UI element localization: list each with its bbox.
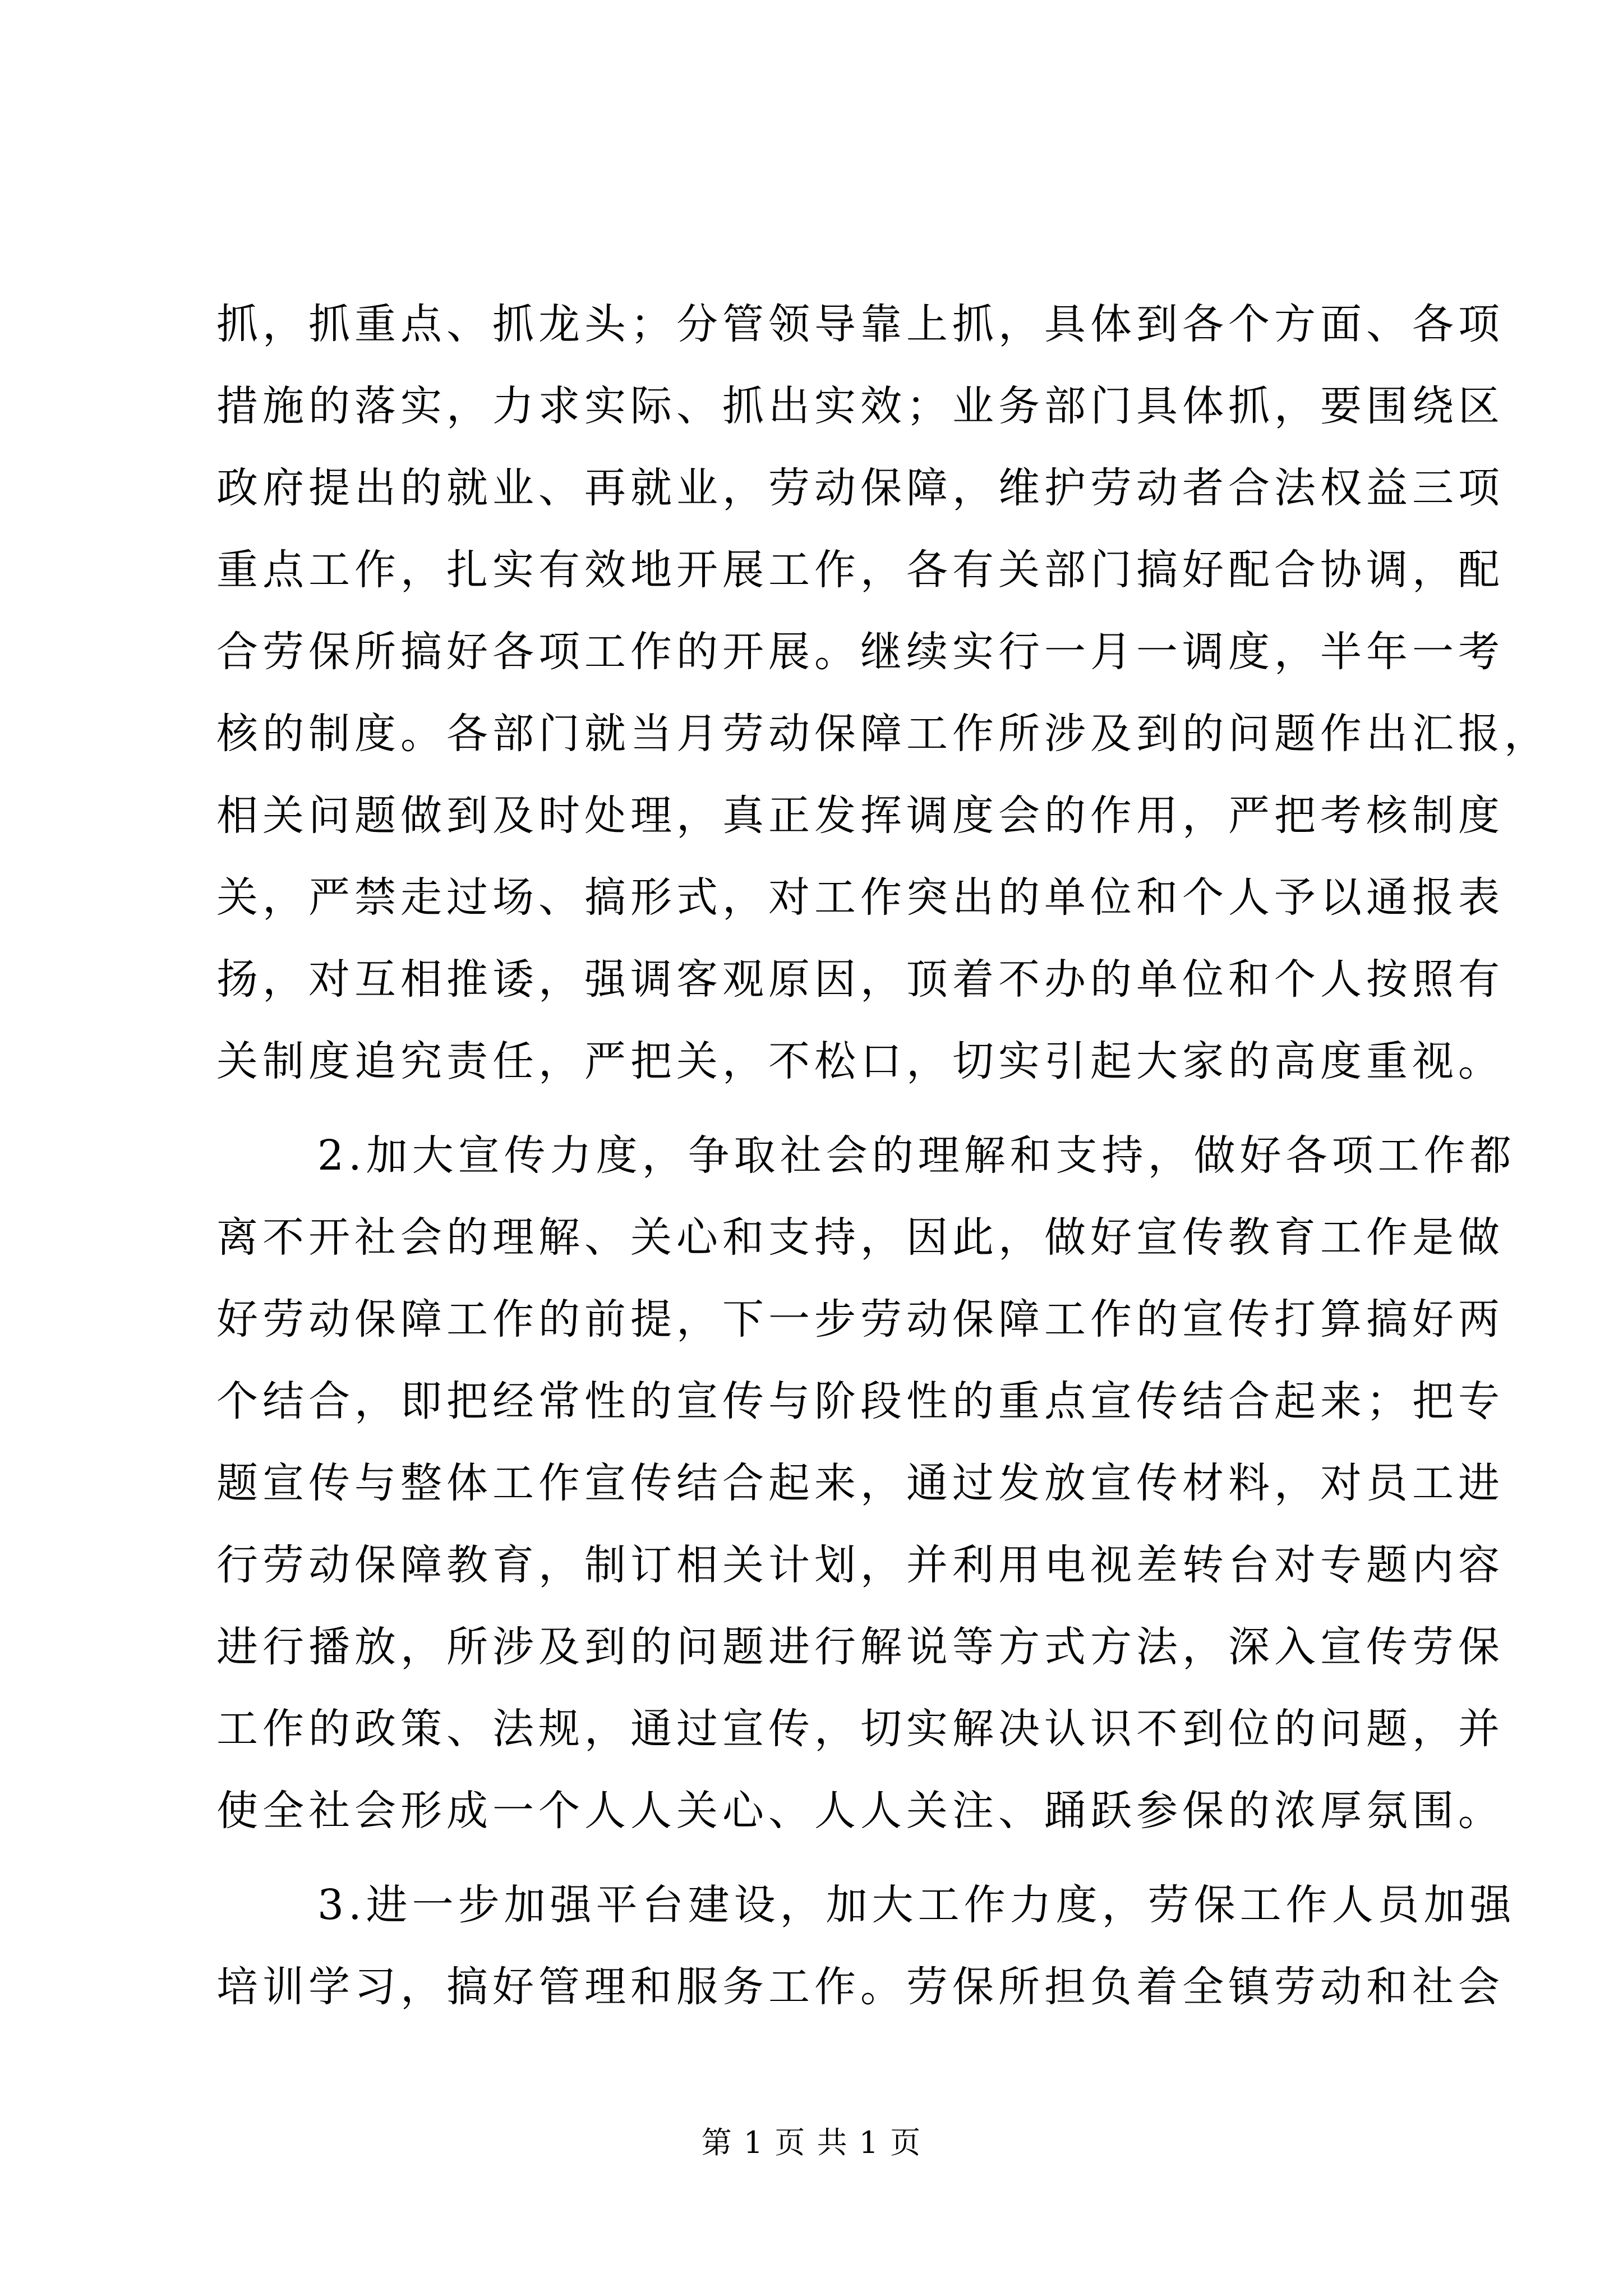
text-line: 工作的政策、法规，通过宣传，切实解决认识不到位的问题，并 [216, 1705, 1504, 1753]
page-footer: 第 1 页 共 1 页 [701, 2125, 922, 2160]
text-line: 离不开社会的理解、关心和支持，因此，做好宣传教育工作是做 [216, 1213, 1504, 1262]
text-line: 题宣传与整体工作宣传结合起来，通过发放宣传材料，对员工进 [216, 1459, 1504, 1507]
text-line: 行劳动保障教育，制订相关计划，并利用电视差转台对专题内容 [216, 1541, 1504, 1589]
text-line: 关，严禁走过场、搞形式，对工作突出的单位和个人予以通报表 [216, 873, 1504, 922]
text-line: 培训学习，搞好管理和服务工作。劳保所担负着全镇劳动和社会 [216, 1963, 1504, 2011]
paragraph-1 [216, 283, 1550, 1102]
paragraph-spacer [216, 1102, 1411, 1115]
text-line: 相关问题做到及时处理，真正发挥调度会的作用，严把考核制度 [216, 792, 1504, 840]
text-line: 扬，对互相推诿，强调客观原因，顶着不办的单位和个人按照有 [216, 955, 1504, 1004]
text-line: 措施的落实，力求实际、抓出实效；业务部门具体抓，要围绕区 [216, 382, 1504, 430]
text-line: 2.加大宣传力度，争取社会的理解和支持，做好各项工作都 [317, 1131, 1516, 1180]
text-line: 进行播放，所涉及到的问题进行解说等方式方法，深入宣传劳保 [216, 1623, 1504, 1671]
paragraph-3 [216, 1864, 1516, 2028]
text-line: 个结合，即把经常性的宣传与阶段性的重点宣传结合起来；把专 [216, 1377, 1504, 1425]
text-line: 政府提出的就业、再就业，劳动保障，维护劳动者合法权益三项 [216, 464, 1504, 512]
text-line: 使全社会形成一个人人关心、人人关注、踊跃参保的浓厚氛围。 [216, 1787, 1504, 1835]
text-line: 合劳保所搞好各项工作的开展。继续实行一月一调度，半年一考 [216, 628, 1504, 676]
text-line: 重点工作，扎实有效地开展工作，各有关部门搞好配合协调，配 [216, 546, 1504, 594]
paragraph-spacer [216, 1852, 1411, 1864]
text-line: 3.进一步加强平台建设，加大工作力度，劳保工作人员加强 [317, 1881, 1516, 1929]
paragraph-2 [216, 1115, 1516, 1852]
text-line: 关制度追究责任，严把关，不松口，切实引起大家的高度重视。 [216, 1037, 1504, 1085]
text-line: 好劳动保障工作的前提，下一步劳动保障工作的宣传打算搞好两 [216, 1295, 1504, 1343]
body-text [216, 283, 1550, 2028]
text-line: 核的制度。各部门就当月劳动保障工作所涉及到的问题作出汇报， [216, 710, 1550, 758]
text-line: 抓，抓重点、抓龙头；分管领导靠上抓，具体到各个方面、各项 [216, 300, 1504, 348]
